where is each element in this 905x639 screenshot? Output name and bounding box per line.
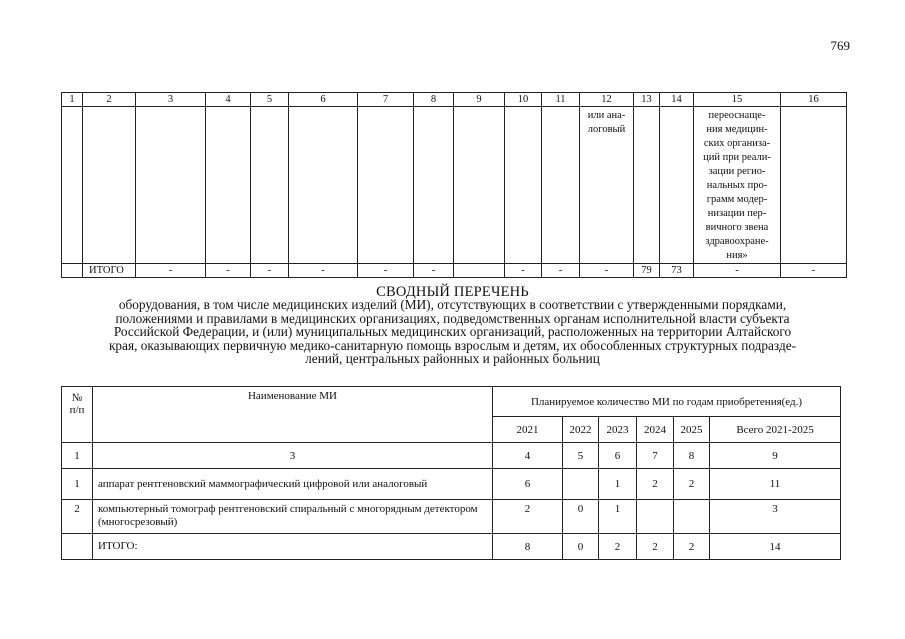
header-cell: 11 xyxy=(542,93,580,107)
total-cell: - xyxy=(580,264,634,278)
total-cell: 73 xyxy=(660,264,694,278)
total-value: 2 xyxy=(637,534,674,560)
continuation-table xyxy=(61,92,847,278)
subtitle-line: Российской Федерации, и (или) муниципальных медицинских организаций, расположенных на территории Алтайского xyxy=(113,324,792,339)
value-cell: 1 xyxy=(599,469,637,500)
body-cell xyxy=(660,107,694,264)
total-row xyxy=(62,534,841,560)
header-cell: 10 xyxy=(505,93,542,107)
subtitle-line: лений, центральных районных и районных больниц xyxy=(305,351,600,366)
name-column-header: Наименование МИ xyxy=(93,387,493,443)
column-number: 3 xyxy=(93,443,493,469)
total-cell: - xyxy=(505,264,542,278)
total-cell: - xyxy=(414,264,454,278)
body-cell xyxy=(83,107,136,264)
total-cell: - xyxy=(358,264,414,278)
total-label: ИТОГО xyxy=(83,264,136,278)
total-cell: - xyxy=(694,264,781,278)
table-row xyxy=(62,469,841,500)
header-cell: 9 xyxy=(454,93,505,107)
header-row xyxy=(62,387,841,417)
body-cell xyxy=(136,107,206,264)
total-cell: 79 xyxy=(634,264,660,278)
body-cell xyxy=(62,107,83,264)
total-number-cell xyxy=(62,534,93,560)
number-header-text: № п/п xyxy=(69,392,85,416)
equipment-table xyxy=(61,386,841,560)
subtitle-line: края, оказывающих первичную медико-санитарную помощь взрослым и детям, их обособленных структурных подразде- xyxy=(108,337,797,353)
body-cell-col15 xyxy=(694,107,781,264)
continuation-body-row xyxy=(62,107,847,264)
total-cell: - xyxy=(136,264,206,278)
continuation-total-row xyxy=(62,264,847,278)
total-cell: - xyxy=(781,264,847,278)
table-row xyxy=(62,500,841,534)
body-cell xyxy=(542,107,580,264)
column-number: 6 xyxy=(599,443,637,469)
header-cell: 13 xyxy=(634,93,660,107)
body-cell xyxy=(454,107,505,264)
total-cell xyxy=(454,264,505,278)
subtitle-line: положениями и правилами в медицинских организациях, подведомственных органам исполнительной власти субъекта xyxy=(115,310,790,326)
header-cell: 3 xyxy=(136,93,206,107)
header-cell: 4 xyxy=(206,93,251,107)
total-cell: - xyxy=(542,264,580,278)
value-cell: 11 xyxy=(710,469,841,500)
body-cell xyxy=(505,107,542,264)
body-cell xyxy=(414,107,454,264)
header-cell: 7 xyxy=(358,93,414,107)
value-cell xyxy=(674,500,710,534)
total-value: 0 xyxy=(563,534,599,560)
header-cell: 2 xyxy=(83,93,136,107)
value-cell: 2 xyxy=(637,469,674,500)
header-cell: 1 xyxy=(62,93,83,107)
col15-text: переоснаще- ния медицин- ских организа- ций при реали- зации регио- нальных про- грамм модер- низации пер- вичного звена здравоохране- ния» xyxy=(703,110,771,261)
header-cell: 6 xyxy=(289,93,358,107)
header-cell: 16 xyxy=(781,93,847,107)
header-cell: 14 xyxy=(660,93,694,107)
column-number: 8 xyxy=(674,443,710,469)
total-cell: - xyxy=(289,264,358,278)
body-cell xyxy=(206,107,251,264)
column-number: 5 xyxy=(563,443,599,469)
page-number: 769 xyxy=(830,38,850,53)
subtitle-line: оборудования, в том числе медицинских изделий (МИ), отсутствующих в соответствии с утвержденными порядками, xyxy=(118,297,787,312)
total-value: 14 xyxy=(710,534,841,560)
value-cell: 2 xyxy=(674,469,710,500)
total-value: 2 xyxy=(599,534,637,560)
column-number-row xyxy=(62,443,841,469)
total-cell xyxy=(62,264,83,278)
value-cell: 0 xyxy=(563,500,599,534)
year-header: 2025 xyxy=(674,417,710,443)
body-cell xyxy=(781,107,847,264)
document-title: СВОДНЫЙ ПЕРЕЧЕНЬ xyxy=(376,284,529,300)
column-number: 9 xyxy=(710,443,841,469)
header-cell: 15 xyxy=(694,93,781,107)
continuation-header-row xyxy=(62,93,847,107)
total-cell: - xyxy=(251,264,289,278)
body-cell xyxy=(251,107,289,264)
header-cell: 8 xyxy=(414,93,454,107)
number-column-header xyxy=(62,387,93,443)
value-cell: 2 xyxy=(493,500,563,534)
body-cell xyxy=(358,107,414,264)
total-cell: - xyxy=(206,264,251,278)
total-value: 2 xyxy=(674,534,710,560)
equipment-name: компьютерный томограф рентгеновский спиральный с многорядным детектором (многосрезовый) xyxy=(93,500,493,534)
year-header: 2021 xyxy=(493,417,563,443)
value-cell: 3 xyxy=(710,500,841,534)
year-header: 2022 xyxy=(563,417,599,443)
total-label: ИТОГО: xyxy=(93,534,493,560)
total-years-header: Всего 2021-2025 xyxy=(710,417,841,443)
quantity-group-header: Планируемое количество МИ по годам приобретения(ед.) xyxy=(493,387,841,417)
value-cell xyxy=(563,469,599,500)
row-number: 2 xyxy=(62,500,93,534)
header-cell: 12 xyxy=(580,93,634,107)
col12-text: или ана- логовый xyxy=(587,110,626,135)
total-value: 8 xyxy=(493,534,563,560)
value-cell: 1 xyxy=(599,500,637,534)
value-cell xyxy=(637,500,674,534)
column-number: 7 xyxy=(637,443,674,469)
header-cell: 5 xyxy=(251,93,289,107)
body-cell xyxy=(634,107,660,264)
body-cell xyxy=(289,107,358,264)
column-number: 1 xyxy=(62,443,93,469)
column-number: 4 xyxy=(493,443,563,469)
value-cell: 6 xyxy=(493,469,563,500)
document-subtitle xyxy=(60,298,845,366)
year-header: 2023 xyxy=(599,417,637,443)
row-number: 1 xyxy=(62,469,93,500)
year-header: 2024 xyxy=(637,417,674,443)
body-cell-col12 xyxy=(580,107,634,264)
equipment-name: аппарат рентгеновский маммографический цифровой или аналоговый xyxy=(93,469,493,500)
